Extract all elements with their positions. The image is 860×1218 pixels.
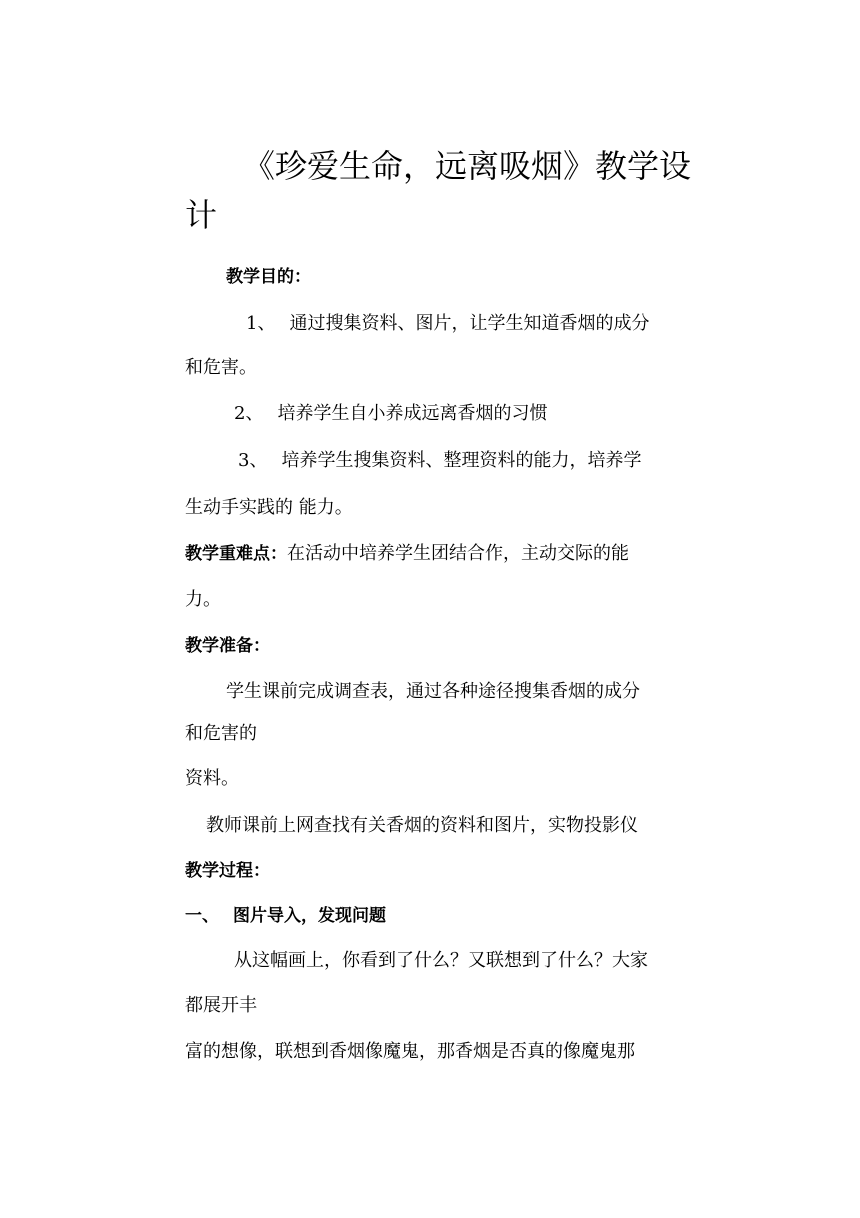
preparation-student-line3: 资料。	[185, 768, 239, 789]
goal-2-text: 培养学生自小养成远离香烟的习惯	[277, 403, 548, 424]
section-1-number: 一、	[185, 906, 219, 926]
goal-item-2	[234, 403, 547, 425]
section-1-heading	[185, 905, 386, 927]
section-1-paragraph-line1: 从这幅画上，你看到了什么？又联想到了什么？大家	[234, 950, 648, 971]
goal-1-text: 通过搜集资料、图片，让学生知道香烟的成分	[289, 313, 650, 334]
key-difficulty-line	[185, 543, 629, 565]
goals-heading: 教学目的：	[226, 267, 311, 287]
section-1-paragraph-line3: 富的想像，联想到香烟像魔鬼，那香烟是否真的像魔鬼那	[185, 1041, 635, 1062]
goal-3-text: 培养学生搜集资料、整理资料的能力，培养学	[281, 450, 642, 471]
document-title-line2: 计	[185, 196, 218, 234]
goal-1-continuation: 和危害。	[185, 357, 257, 378]
goal-1-number: 1、	[246, 313, 276, 334]
goal-2-number: 2、	[234, 403, 264, 424]
preparation-heading: 教学准备：	[185, 636, 270, 656]
document-title-line1: 《珍爱生命，远离吸烟》教学设	[243, 147, 692, 185]
preparation-teacher-line: 教师课前上网查找有关香烟的资料和图片，实物投影仪	[206, 815, 638, 836]
key-difficulty-text: 在活动中培养学生团结合作，主动交际的能	[287, 543, 629, 564]
section-1-title: 图片导入，发现问题	[233, 906, 386, 926]
process-heading: 教学过程：	[185, 861, 270, 881]
preparation-student-line2: 和危害的	[185, 723, 257, 744]
goal-3-number: 3、	[238, 450, 268, 471]
goal-item-1	[246, 313, 649, 335]
key-difficulty-label: 教学重难点：	[185, 544, 287, 564]
goal-item-3	[238, 450, 641, 472]
section-1-paragraph-line2: 都展开丰	[185, 995, 257, 1016]
goal-3-continuation: 生动手实践的 能力。	[185, 497, 353, 518]
key-difficulty-continuation: 力。	[185, 589, 221, 610]
preparation-student-line1: 学生课前完成调查表，通过各种途径搜集香烟的成分	[226, 681, 640, 702]
